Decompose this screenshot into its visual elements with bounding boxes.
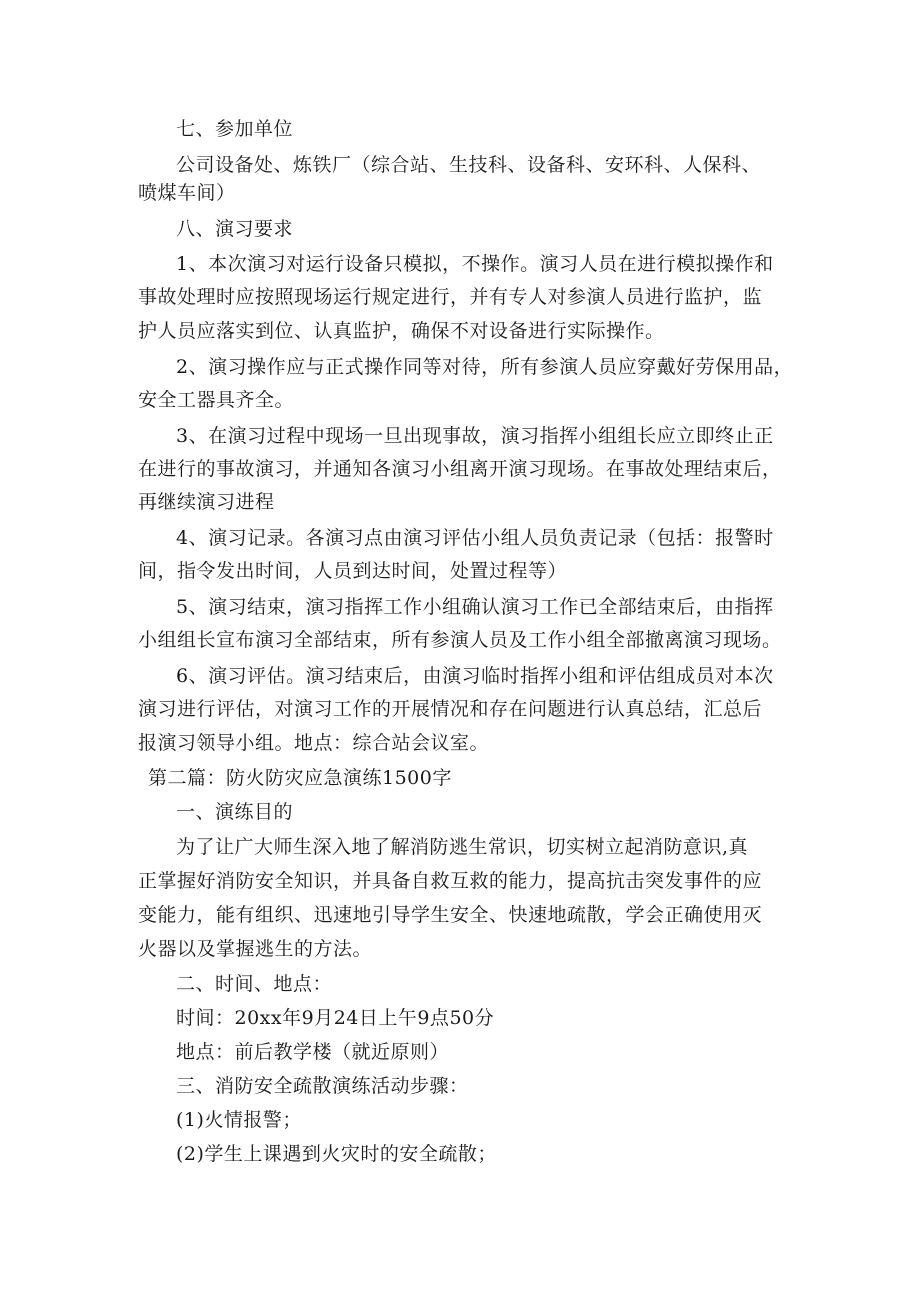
list-item: (2)学生上课遇到火灾时的安全疏散； bbox=[176, 1143, 497, 1165]
chapter-title: 第二篇：防火防灾应急演练1500字 bbox=[148, 767, 452, 789]
section-heading: 一、演练目的 bbox=[176, 801, 294, 823]
paragraph-line: 在进行的事故演习，并通知各演习小组离开演习现场。在事故处理结束后， bbox=[138, 458, 782, 480]
section-heading: 三、消防安全疏散演练活动步骤： bbox=[176, 1075, 469, 1097]
paragraph-line: 4、演习记录。各演习点由演习评估小组人员负责记录（包括：报警时 bbox=[176, 527, 774, 549]
paragraph-line: 报演习领导小组。地点：综合站会议室。 bbox=[138, 732, 490, 754]
list-item: (1)火情报警； bbox=[176, 1109, 302, 1131]
paragraph-line: 3、在演习过程中现场一旦出现事故，演习指挥小组组长应立即终止正 bbox=[176, 425, 774, 447]
paragraph-line: 事故处理时应按照现场运行规定进行，并有专人对参演人员进行监护，监 bbox=[138, 286, 763, 308]
paragraph-line: 正掌握好消防安全知识，并具备自救互救的能力，提高抗击突发事件的应 bbox=[138, 870, 763, 892]
paragraph-line: 小组组长宣布演习全部结束，所有参演人员及工作小组全部撤离演习现场。 bbox=[138, 629, 782, 651]
paragraph-line: 2、演习操作应与正式操作同等对待，所有参演人员应穿戴好劳保用品， bbox=[176, 356, 794, 378]
paragraph-line: 5、演习结束，演习指挥工作小组确认演习工作已全部结束后，由指挥 bbox=[176, 596, 774, 618]
section-heading: 七、参加单位 bbox=[176, 118, 294, 140]
paragraph-line: 时间：20xx年9月24日上午9点50分 bbox=[176, 1007, 495, 1029]
paragraph-line: 为了让广大师生深入地了解消防逃生常识，切实树立起消防意识,真 bbox=[176, 836, 749, 858]
paragraph-line: 安全工器具齐全。 bbox=[138, 389, 295, 411]
section-heading: 二、时间、地点： bbox=[176, 973, 333, 995]
paragraph-line: 火器以及掌握逃生的方法。 bbox=[138, 938, 373, 960]
paragraph-line: 1、本次演习对运行设备只模拟，不操作。演习人员在进行模拟操作和 bbox=[176, 253, 774, 275]
paragraph-line: 演习进行评估，对演习工作的开展情况和存在问题进行认真总结，汇总后 bbox=[138, 698, 763, 720]
paragraph-line: 6、演习评估。演习结束后，由演习临时指挥小组和评估组成员对本次 bbox=[176, 665, 774, 687]
paragraph-line: 再继续演习进程 bbox=[138, 491, 275, 513]
paragraph-line: 间，指令发出时间，人员到达时间，处置过程等） bbox=[138, 560, 568, 582]
paragraph-line: 喷煤车间） bbox=[138, 182, 236, 204]
paragraph-line: 护人员应落实到位、认真监护，确保不对设备进行实际操作。 bbox=[138, 320, 665, 342]
paragraph-line: 变能力，能有组织、迅速地引导学生安全、快速地疏散，学会正确使用灭 bbox=[138, 904, 763, 926]
section-heading: 八、演习要求 bbox=[176, 218, 294, 240]
paragraph-line: 地点：前后教学楼（就近原则） bbox=[176, 1041, 450, 1063]
paragraph-line: 公司设备处、炼铁厂（综合站、生技科、设备科、安环科、人保科、 bbox=[176, 154, 762, 176]
